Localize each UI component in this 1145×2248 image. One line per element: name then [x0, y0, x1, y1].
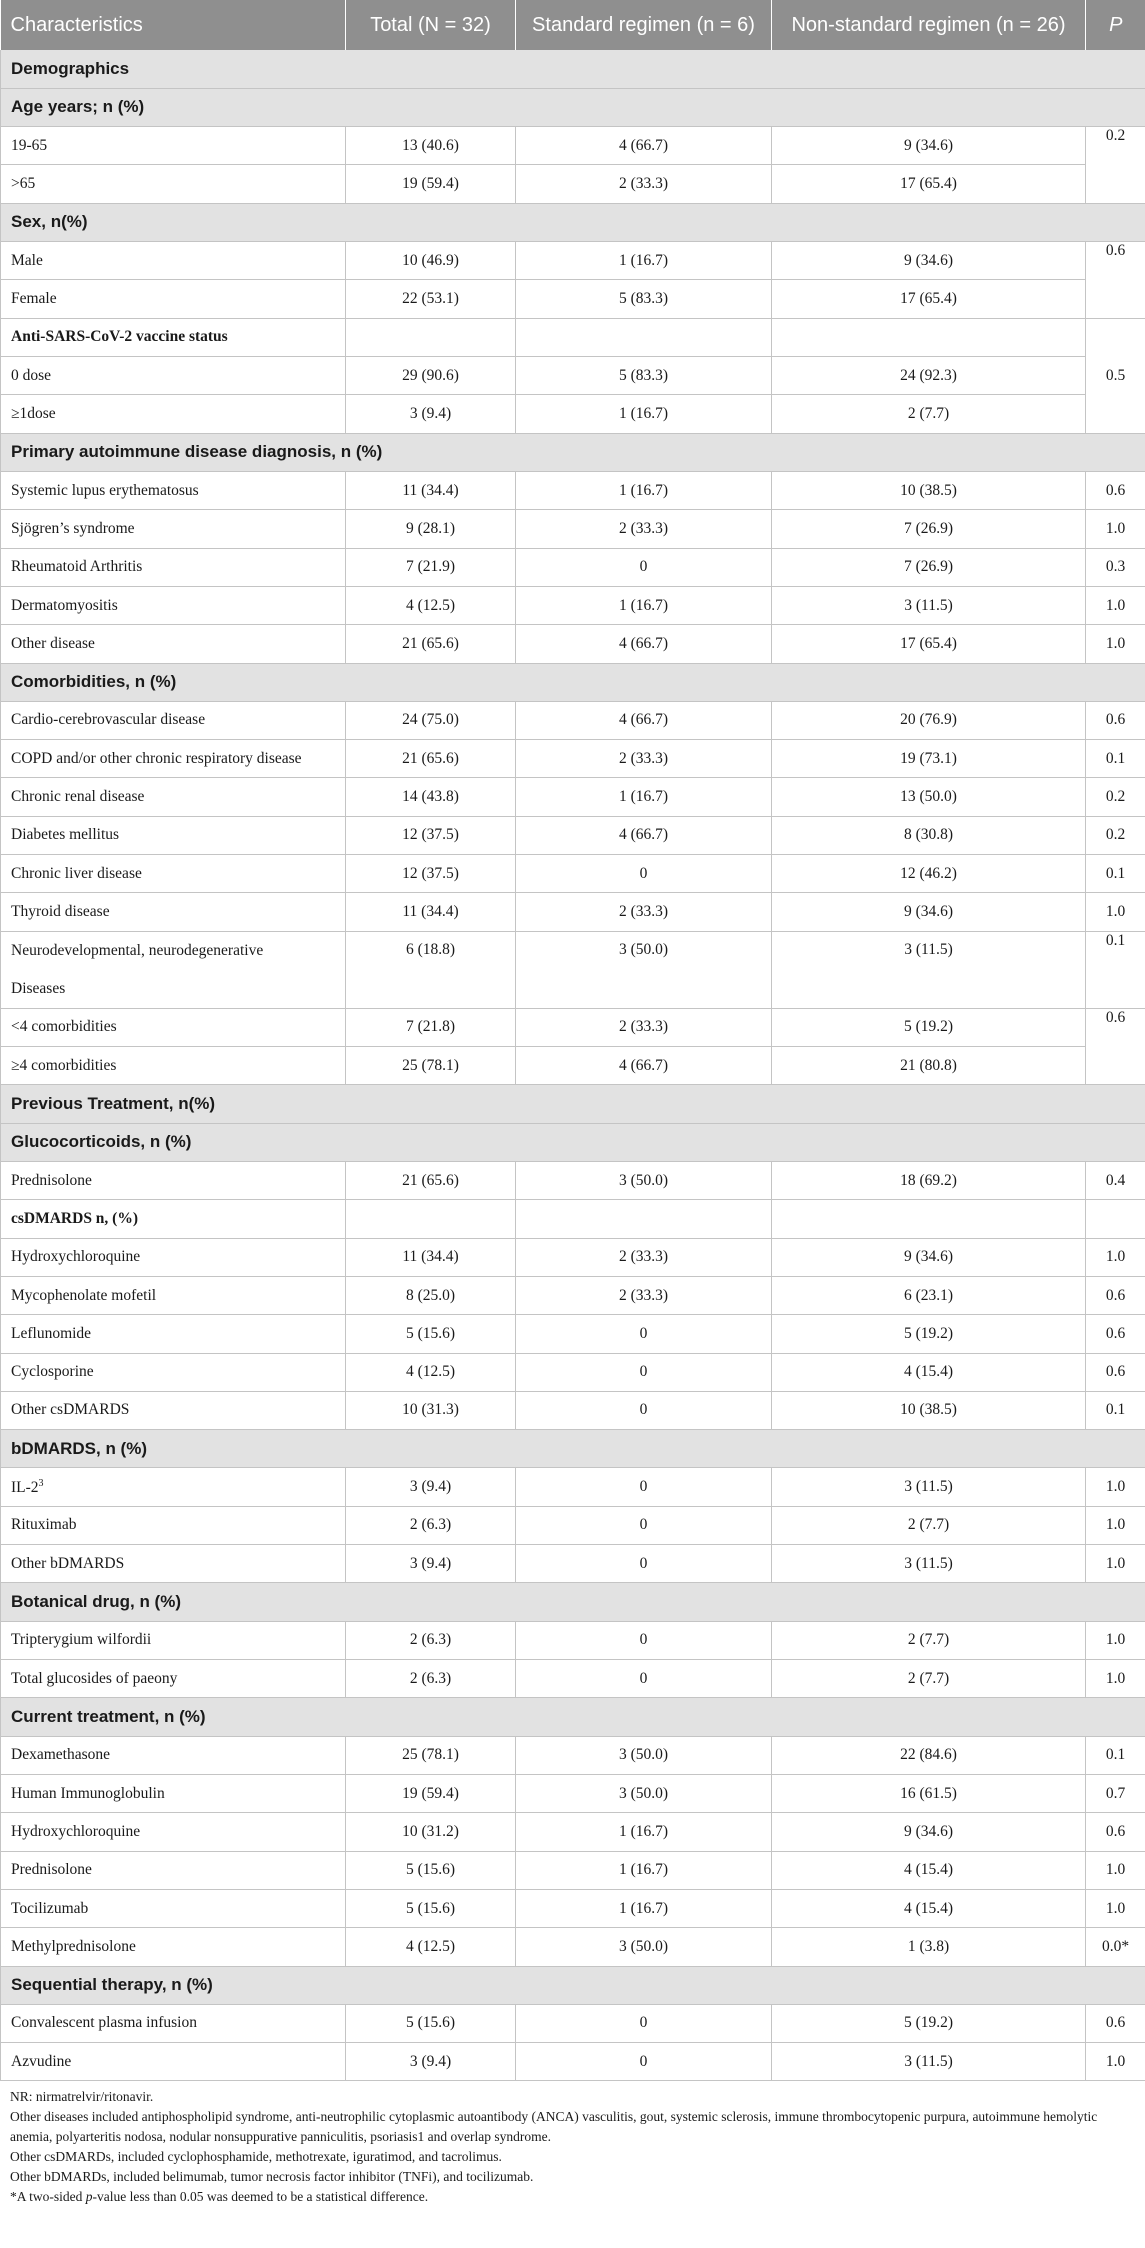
row-label: Cyclosporine	[1, 1353, 346, 1391]
section-current-treatment	[1, 1698, 1145, 1736]
table-row	[1, 740, 1145, 778]
footnote-sig-post: -value less than 0.05 was deemed to be a statistical difference.	[92, 2189, 429, 2205]
section-bdmards	[1, 1430, 1145, 1468]
cell-nonstandard: 3 (11.5)	[772, 931, 1086, 1008]
cell-p: 0.1	[1086, 1391, 1145, 1429]
table-row	[1, 395, 1145, 433]
header-p: P	[1086, 0, 1145, 50]
row-label: Mycophenolate mofetil	[1, 1276, 346, 1314]
footnote-other-diseases: Other diseases included antiphospholipid syndrome, anti-neutrophilic cytoplasmic autoantibody (ANCA) vasculitis, gout, systemic sclerosis, immune thrombocytopenic purpura, autoimmune hemolytic anemia, polyarteritis nodosa, nodular nonsuppurative panniculitis, psoriasis1 and overlap syndrome.	[10, 2109, 1098, 2145]
row-label-line1: Neurodevelopmental, neurodegenerative	[11, 941, 264, 959]
row-label: Other disease	[1, 625, 346, 663]
cell-standard: 0	[516, 1468, 772, 1506]
section-sex	[1, 203, 1145, 241]
row-label: ≥4 comorbidities	[1, 1047, 346, 1085]
section-label: bDMARDS, n (%)	[1, 1430, 1145, 1468]
cell-nonstandard: 3 (11.5)	[772, 1545, 1086, 1583]
cell-p: 0.2	[1086, 778, 1145, 816]
footnote-other-csdmards: Other csDMARDs, included cyclophosphamide, methotrexate, iguratimod, and tacrolimus.	[10, 2149, 502, 2165]
cell-p: 1.0	[1086, 510, 1145, 548]
cell-nonstandard: 9 (34.6)	[772, 1238, 1086, 1276]
section-glucocorticoids	[1, 1123, 1145, 1161]
cell-standard: 0	[516, 1315, 772, 1353]
cell-standard: 0	[516, 2043, 772, 2081]
cell-standard: 0	[516, 1391, 772, 1429]
cell-nonstandard: 17 (65.4)	[772, 625, 1086, 663]
cell-standard: 4 (66.7)	[516, 1047, 772, 1085]
header-nonstandard: Non-standard regimen (n = 26)	[772, 0, 1086, 50]
cell-total: 5 (15.6)	[346, 2004, 516, 2042]
cell-standard: 2 (33.3)	[516, 1008, 772, 1046]
section-sequential	[1, 1966, 1145, 2004]
cell-standard: 1 (16.7)	[516, 1813, 772, 1851]
table-row	[1, 1506, 1145, 1544]
row-label: csDMARDS n, (%)	[1, 1200, 346, 1238]
cell-total: 5 (15.6)	[346, 1315, 516, 1353]
cell-total: 2 (6.3)	[346, 1621, 516, 1659]
cell-total: 10 (31.2)	[346, 1813, 516, 1851]
cell-total: 21 (65.6)	[346, 740, 516, 778]
cell-standard: 3 (50.0)	[516, 1736, 772, 1774]
cell-p: 0.6	[1086, 1813, 1145, 1851]
row-label: Total glucosides of paeony	[1, 1660, 346, 1698]
cell-p: 1.0	[1086, 586, 1145, 624]
section-label: Sex, n(%)	[1, 203, 1145, 241]
cell-p: 1.0	[1086, 1545, 1145, 1583]
table-row	[1, 1851, 1145, 1889]
cell-nonstandard: 13 (50.0)	[772, 778, 1086, 816]
cell-p: 0.1	[1086, 1736, 1145, 1774]
cell-nonstandard: 6 (23.1)	[772, 1276, 1086, 1314]
cell-standard: 0	[516, 855, 772, 893]
cell-p: 1.0	[1086, 2043, 1145, 2081]
header-standard: Standard regimen (n = 6)	[516, 0, 772, 50]
table-row	[1, 1928, 1145, 1966]
cell-standard: 3 (50.0)	[516, 1928, 772, 1966]
row-label: Diabetes mellitus	[1, 816, 346, 854]
table-row	[1, 1813, 1145, 1851]
cell-p: 0.6	[1086, 1315, 1145, 1353]
cell-nonstandard: 7 (26.9)	[772, 510, 1086, 548]
section-label: Primary autoimmune disease diagnosis, n (%)	[1, 433, 1145, 471]
table-row	[1, 1660, 1145, 1698]
row-label	[1, 931, 346, 1008]
table-row	[1, 1008, 1145, 1046]
cell-p: 1.0	[1086, 1851, 1145, 1889]
table-row	[1, 510, 1145, 548]
cell-standard: 1 (16.7)	[516, 1889, 772, 1927]
cell-p: 1.0	[1086, 1660, 1145, 1698]
cell-total: 10 (46.9)	[346, 242, 516, 280]
cell-standard: 5 (83.3)	[516, 357, 772, 395]
cell-total: 8 (25.0)	[346, 1276, 516, 1314]
cell-nonstandard: 10 (38.5)	[772, 471, 1086, 509]
cell-nonstandard: 2 (7.7)	[772, 1621, 1086, 1659]
table-row	[1, 1200, 1145, 1238]
table-row	[1, 1889, 1145, 1927]
table-row	[1, 1276, 1145, 1314]
row-label: Female	[1, 280, 346, 318]
footnote-sig-p: p	[85, 2189, 93, 2205]
section-primary-diagnosis	[1, 433, 1145, 471]
table-row	[1, 1353, 1145, 1391]
cell-standard: 0	[516, 1353, 772, 1391]
cell-nonstandard: 16 (61.5)	[772, 1774, 1086, 1812]
row-label: Thyroid disease	[1, 893, 346, 931]
row-label: Convalescent plasma infusion	[1, 2004, 346, 2042]
cell-total: 5 (15.6)	[346, 1889, 516, 1927]
cell-p: 1.0	[1086, 1506, 1145, 1544]
cell-total: 7 (21.8)	[346, 1008, 516, 1046]
row-label: 0 dose	[1, 357, 346, 395]
table-row	[1, 1736, 1145, 1774]
row-label: Dexamethasone	[1, 1736, 346, 1774]
section-label: Sequential therapy, n (%)	[1, 1966, 1145, 2004]
cell-nonstandard: 4 (15.4)	[772, 1851, 1086, 1889]
cell-total: 9 (28.1)	[346, 510, 516, 548]
table-row	[1, 1238, 1145, 1276]
row-label: Leflunomide	[1, 1315, 346, 1353]
table-row	[1, 165, 1145, 203]
cell-nonstandard: 3 (11.5)	[772, 586, 1086, 624]
row-label: Azvudine	[1, 2043, 346, 2081]
cell-nonstandard: 5 (19.2)	[772, 1315, 1086, 1353]
table-row	[1, 893, 1145, 931]
cell-standard: 1 (16.7)	[516, 242, 772, 280]
cell-p: 0.6	[1086, 1276, 1145, 1314]
cell-total: 3 (9.4)	[346, 2043, 516, 2081]
cell-total: 22 (53.1)	[346, 280, 516, 318]
row-label: Cardio-cerebrovascular disease	[1, 701, 346, 739]
row-label: Prednisolone	[1, 1851, 346, 1889]
section-botanical	[1, 1583, 1145, 1621]
cell-nonstandard: 3 (11.5)	[772, 1468, 1086, 1506]
row-label	[1, 1468, 346, 1506]
cell-nonstandard: 5 (19.2)	[772, 2004, 1086, 2042]
table-row	[1, 357, 1145, 395]
row-label: <4 comorbidities	[1, 1008, 346, 1046]
row-label: Chronic renal disease	[1, 778, 346, 816]
section-previous-treatment	[1, 1085, 1145, 1123]
cell-nonstandard: 17 (65.4)	[772, 165, 1086, 203]
cell-total: 19 (59.4)	[346, 1774, 516, 1812]
cell-nonstandard: 21 (80.8)	[772, 1047, 1086, 1085]
table-row	[1, 280, 1145, 318]
cell-standard: 1 (16.7)	[516, 586, 772, 624]
cell-p: 1.0	[1086, 1889, 1145, 1927]
cell-p: 0.1	[1086, 931, 1145, 1008]
cell-p: 1.0	[1086, 1621, 1145, 1659]
table-row	[1, 471, 1145, 509]
row-label-line2: Diseases	[11, 979, 66, 997]
table-row	[1, 127, 1145, 165]
cell-total: 10 (31.3)	[346, 1391, 516, 1429]
cell-total: 5 (15.6)	[346, 1851, 516, 1889]
row-label: Rheumatoid Arthritis	[1, 548, 346, 586]
section-label: Botanical drug, n (%)	[1, 1583, 1145, 1621]
cell-standard: 5 (83.3)	[516, 280, 772, 318]
cell-nonstandard: 9 (34.6)	[772, 242, 1086, 280]
cell-total: 2 (6.3)	[346, 1660, 516, 1698]
cell-standard: 0	[516, 1506, 772, 1544]
row-label: Other csDMARDS	[1, 1391, 346, 1429]
cell-nonstandard: 24 (92.3)	[772, 357, 1086, 395]
cell-total: 3 (9.4)	[346, 1545, 516, 1583]
row-label: Chronic liver disease	[1, 855, 346, 893]
section-comorbidities	[1, 663, 1145, 701]
cell-total: 25 (78.1)	[346, 1047, 516, 1085]
cell-standard: 4 (66.7)	[516, 701, 772, 739]
cell-standard: 1 (16.7)	[516, 1851, 772, 1889]
cell-total: 3 (9.4)	[346, 395, 516, 433]
cell-nonstandard: 22 (84.6)	[772, 1736, 1086, 1774]
cell-standard: 0	[516, 548, 772, 586]
cell-p: 0.6	[1086, 1008, 1145, 1085]
cell-p: 1.0	[1086, 1238, 1145, 1276]
row-label: Anti-SARS-CoV-2 vaccine status	[1, 318, 346, 356]
cell-p: 0.2	[1086, 127, 1145, 204]
cell-nonstandard: 12 (46.2)	[772, 855, 1086, 893]
cell-standard: 1 (16.7)	[516, 471, 772, 509]
table-row	[1, 778, 1145, 816]
cell-p: 0.0*	[1086, 1928, 1145, 1966]
section-label: Current treatment, n (%)	[1, 1698, 1145, 1736]
cell-p: 1.0	[1086, 893, 1145, 931]
cell-standard: 0	[516, 1660, 772, 1698]
cell-nonstandard: 7 (26.9)	[772, 548, 1086, 586]
cell-nonstandard: 19 (73.1)	[772, 740, 1086, 778]
cell-standard: 2 (33.3)	[516, 740, 772, 778]
cell-total: 19 (59.4)	[346, 165, 516, 203]
cell-total: 29 (90.6)	[346, 357, 516, 395]
table-row	[1, 1161, 1145, 1199]
cell-nonstandard: 2 (7.7)	[772, 1660, 1086, 1698]
row-label: 19-65	[1, 127, 346, 165]
cell-standard: 0	[516, 2004, 772, 2042]
cell-p: 0.5	[1086, 318, 1145, 433]
cell-nonstandard: 8 (30.8)	[772, 816, 1086, 854]
row-label: Rituximab	[1, 1506, 346, 1544]
section-label: Glucocorticoids, n (%)	[1, 1123, 1145, 1161]
il2-label: IL-2	[11, 1478, 39, 1496]
row-label: Hydroxychloroquine	[1, 1813, 346, 1851]
row-label: Dermatomyositis	[1, 586, 346, 624]
table-row	[1, 1391, 1145, 1429]
row-label: Other bDMARDS	[1, 1545, 346, 1583]
cell-total: 4 (12.5)	[346, 1928, 516, 1966]
cell-p: 0.6	[1086, 2004, 1145, 2042]
row-label: Tripterygium wilfordii	[1, 1621, 346, 1659]
cell-p: 1.0	[1086, 625, 1145, 663]
section-demographics	[1, 50, 1145, 88]
cell-standard: 2 (33.3)	[516, 893, 772, 931]
cell-total: 12 (37.5)	[346, 855, 516, 893]
cell-p: 0.3	[1086, 548, 1145, 586]
table-row	[1, 1315, 1145, 1353]
footnote-significance	[10, 2187, 1135, 2207]
section-label: Age years; n (%)	[1, 88, 1145, 126]
footnote-nr: NR: nirmatrelvir/ritonavir.	[10, 2089, 154, 2105]
header-characteristics: Characteristics	[1, 0, 346, 50]
cell-standard: 4 (66.7)	[516, 127, 772, 165]
cell-total: 4 (12.5)	[346, 1353, 516, 1391]
row-label: Systemic lupus erythematosus	[1, 471, 346, 509]
cell-total: 7 (21.9)	[346, 548, 516, 586]
cell-total: 2 (6.3)	[346, 1506, 516, 1544]
cell-p: 0.1	[1086, 855, 1145, 893]
cell-standard: 3 (50.0)	[516, 931, 772, 1008]
table-row	[1, 701, 1145, 739]
cell-standard: 4 (66.7)	[516, 625, 772, 663]
cell-p: 1.0	[1086, 1468, 1145, 1506]
cell-total: 11 (34.4)	[346, 1238, 516, 1276]
cell-total: 11 (34.4)	[346, 471, 516, 509]
row-label: Prednisolone	[1, 1161, 346, 1199]
cell-total: 3 (9.4)	[346, 1468, 516, 1506]
cell-standard: 4 (66.7)	[516, 816, 772, 854]
table-row	[1, 1047, 1145, 1085]
cell-total: 25 (78.1)	[346, 1736, 516, 1774]
section-label: Previous Treatment, n(%)	[1, 1085, 1145, 1123]
table-row	[1, 1621, 1145, 1659]
table-row	[1, 1774, 1145, 1812]
cell-standard: 1 (16.7)	[516, 778, 772, 816]
row-label: Methylprednisolone	[1, 1928, 346, 1966]
cell-standard: 2 (33.3)	[516, 510, 772, 548]
cell-total: 13 (40.6)	[346, 127, 516, 165]
header-row	[1, 0, 1145, 50]
cell-total: 14 (43.8)	[346, 778, 516, 816]
il2-superscript: 3	[38, 1477, 44, 1489]
cell-total: 24 (75.0)	[346, 701, 516, 739]
table-footnotes	[0, 2081, 1145, 2207]
cell-nonstandard: 17 (65.4)	[772, 280, 1086, 318]
cell-nonstandard: 1 (3.8)	[772, 1928, 1086, 1966]
row-label: ≥1dose	[1, 395, 346, 433]
cell-standard: 2 (33.3)	[516, 165, 772, 203]
cell-total: 4 (12.5)	[346, 586, 516, 624]
cell-nonstandard: 9 (34.6)	[772, 127, 1086, 165]
cell-total: 12 (37.5)	[346, 816, 516, 854]
table-row	[1, 625, 1145, 663]
cell-nonstandard: 2 (7.7)	[772, 1506, 1086, 1544]
section-age	[1, 88, 1145, 126]
table-row	[1, 1545, 1145, 1583]
cell-nonstandard: 9 (34.6)	[772, 1813, 1086, 1851]
cell-p: 0.2	[1086, 816, 1145, 854]
row-label: Male	[1, 242, 346, 280]
cell-standard: 3 (50.0)	[516, 1161, 772, 1199]
cell-p: 0.6	[1086, 471, 1145, 509]
section-label: Demographics	[1, 50, 1145, 88]
footnote-sig-pre: *A two-sided	[10, 2189, 86, 2205]
row-label: Hydroxychloroquine	[1, 1238, 346, 1276]
cell-nonstandard: 20 (76.9)	[772, 701, 1086, 739]
table-row	[1, 318, 1145, 356]
cell-total: 6 (18.8)	[346, 931, 516, 1008]
cell-p: 0.6	[1086, 242, 1145, 319]
footnote-other-bdmards: Other bDMARDs, included belimumab, tumor necrosis factor inhibitor (TNFi), and tocilizumab.	[10, 2169, 534, 2185]
row-label: COPD and/or other chronic respiratory disease	[1, 740, 346, 778]
cell-nonstandard: 4 (15.4)	[772, 1353, 1086, 1391]
row-label: Sjögren’s syndrome	[1, 510, 346, 548]
cell-nonstandard: 9 (34.6)	[772, 893, 1086, 931]
cell-p: 0.7	[1086, 1774, 1145, 1812]
table-row	[1, 931, 1145, 1008]
cell-nonstandard: 3 (11.5)	[772, 2043, 1086, 2081]
row-label: Human Immunoglobulin	[1, 1774, 346, 1812]
cell-standard: 3 (50.0)	[516, 1774, 772, 1812]
table-row	[1, 242, 1145, 280]
row-label: >65	[1, 165, 346, 203]
table-row	[1, 855, 1145, 893]
cell-standard: 2 (33.3)	[516, 1276, 772, 1314]
row-label: Tocilizumab	[1, 1889, 346, 1927]
cell-nonstandard: 5 (19.2)	[772, 1008, 1086, 1046]
cell-nonstandard: 2 (7.7)	[772, 395, 1086, 433]
table-row	[1, 548, 1145, 586]
table-row	[1, 816, 1145, 854]
table-row	[1, 2043, 1145, 2081]
cell-total: 11 (34.4)	[346, 893, 516, 931]
header-total: Total (N = 32)	[346, 0, 516, 50]
cell-p: 0.1	[1086, 740, 1145, 778]
table-row	[1, 1468, 1145, 1506]
cell-p: 0.4	[1086, 1161, 1145, 1199]
cell-standard: 1 (16.7)	[516, 395, 772, 433]
cell-standard: 0	[516, 1621, 772, 1659]
cell-standard: 0	[516, 1545, 772, 1583]
section-label: Comorbidities, n (%)	[1, 663, 1145, 701]
cell-total: 21 (65.6)	[346, 625, 516, 663]
cell-nonstandard: 18 (69.2)	[772, 1161, 1086, 1199]
cell-p: 0.6	[1086, 701, 1145, 739]
table-row	[1, 2004, 1145, 2042]
cell-nonstandard: 10 (38.5)	[772, 1391, 1086, 1429]
table-row	[1, 586, 1145, 624]
cell-total: 21 (65.6)	[346, 1161, 516, 1199]
cell-p: 0.6	[1086, 1353, 1145, 1391]
cell-standard: 2 (33.3)	[516, 1238, 772, 1276]
cell-nonstandard: 4 (15.4)	[772, 1889, 1086, 1927]
